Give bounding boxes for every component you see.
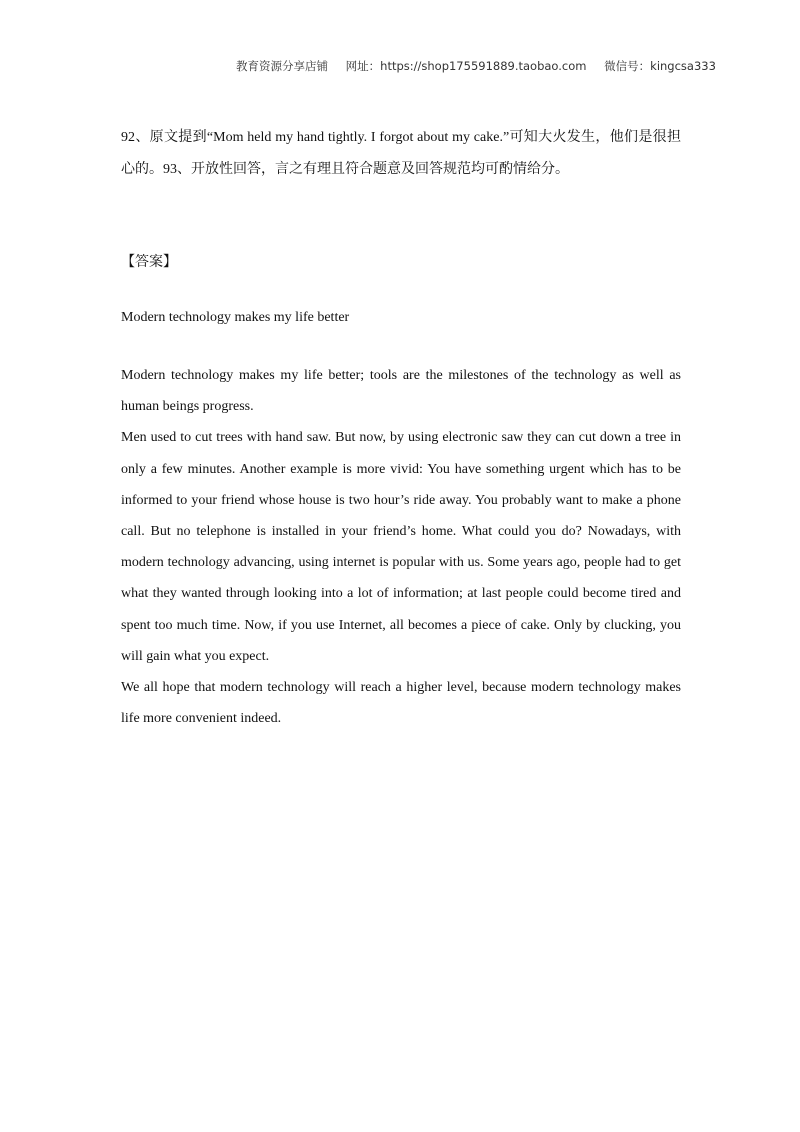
document-body — [121, 122, 681, 734]
essay-paragraph: Men used to cut trees with hand saw. But now, by using electronic saw they can cut down a tree in only a few minutes. Another example is more vivid: You have something urgent which has to be informed to your friend whose house is two hour’s ride away. You probably want to make a phone call. But no telephone is installed in your friend’s home. What could you do? Nowadays, with modern technology advancing, using internet is popular with us. Some years ago, people had to get what they wanted through looking into a lot of information; at last people could become tired and spent too much time. Now, if you use Internet, all becomes a piece of cake. Only by clucking, you will gain what you expect. — [121, 430, 681, 664]
wechat-id: 微信号：kingcsa333 — [604, 59, 716, 73]
page-header — [236, 58, 730, 74]
explanation-paragraph: 92、原文提到“Mom held my hand tightly. I forgot about my cake.”可知大火发生，他们是很担心的。93、开放性回答，言之有理且符合题意及回答规范均可酌情给分。 — [121, 130, 681, 177]
shop-name: 教育资源分享店铺 — [236, 59, 328, 73]
answer-heading: 【答案】 — [121, 254, 177, 270]
essay-paragraph: Modern technology makes my life better; tools are the milestones of the technology as well as human beings progress. — [121, 368, 681, 415]
essay-title: Modern technology makes my life better — [121, 310, 350, 325]
essay-paragraph: We all hope that modern technology will reach a higher level, because modern technology makes life more convenient indeed. — [121, 680, 681, 727]
essay-body — [121, 360, 681, 734]
shop-url: 网址：https://shop175591889.taobao.com — [345, 59, 587, 73]
